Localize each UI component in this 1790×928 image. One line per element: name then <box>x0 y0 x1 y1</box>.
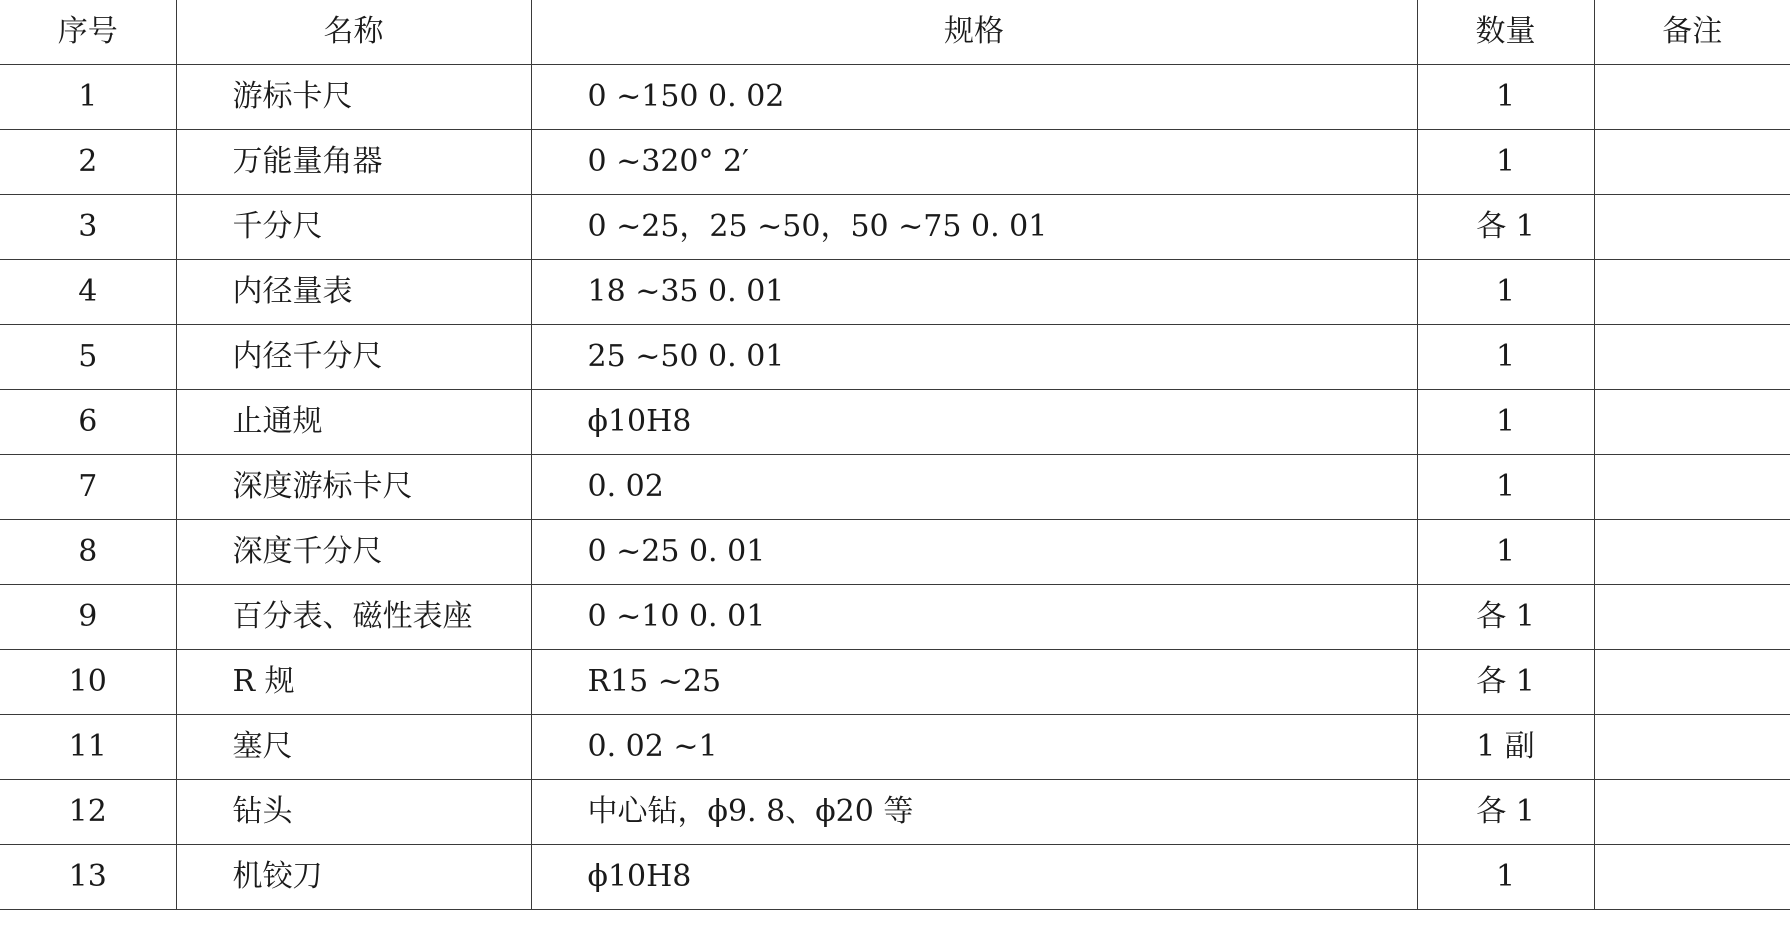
cell-qty: 1 <box>1417 65 1594 130</box>
cell-note <box>1594 390 1790 455</box>
cell-note <box>1594 65 1790 130</box>
cell-spec: 0 ~25，25 ~50，50 ~75 0. 01 <box>531 195 1417 260</box>
cell-spec: ϕ10H8 <box>531 845 1417 910</box>
table-row <box>0 455 1790 520</box>
cell-name: 百分表、磁性表座 <box>176 585 531 650</box>
cell-spec: 0. 02 ~1 <box>531 715 1417 780</box>
cell-spec: 18 ~35 0. 01 <box>531 260 1417 325</box>
header-no: 序号 <box>0 0 176 65</box>
table-row <box>0 390 1790 455</box>
table-header-row <box>0 0 1790 65</box>
table-row <box>0 715 1790 780</box>
cell-spec: R15 ~25 <box>531 650 1417 715</box>
cell-qty: 1 <box>1417 325 1594 390</box>
header-name: 名称 <box>176 0 531 65</box>
cell-spec: 0 ~10 0. 01 <box>531 585 1417 650</box>
cell-no: 7 <box>0 455 176 520</box>
cell-qty: 1 <box>1417 130 1594 195</box>
cell-no: 1 <box>0 65 176 130</box>
cell-qty: 1 <box>1417 455 1594 520</box>
cell-name: 内径量表 <box>176 260 531 325</box>
table-row <box>0 260 1790 325</box>
cell-note <box>1594 455 1790 520</box>
cell-no: 9 <box>0 585 176 650</box>
cell-name: 深度千分尺 <box>176 520 531 585</box>
cell-note <box>1594 780 1790 845</box>
cell-note <box>1594 650 1790 715</box>
cell-spec: 25 ~50 0. 01 <box>531 325 1417 390</box>
cell-qty: 各 1 <box>1417 585 1594 650</box>
cell-name: 塞尺 <box>176 715 531 780</box>
cell-no: 11 <box>0 715 176 780</box>
cell-note <box>1594 520 1790 585</box>
cell-qty: 1 <box>1417 260 1594 325</box>
cell-qty: 各 1 <box>1417 195 1594 260</box>
cell-qty: 各 1 <box>1417 650 1594 715</box>
cell-qty: 1 <box>1417 390 1594 455</box>
cell-no: 6 <box>0 390 176 455</box>
header-spec: 规格 <box>531 0 1417 65</box>
table-body <box>0 65 1790 910</box>
cell-no: 10 <box>0 650 176 715</box>
table-row <box>0 325 1790 390</box>
cell-note <box>1594 585 1790 650</box>
cell-qty: 1 <box>1417 520 1594 585</box>
cell-spec: 0 ~320° 2′ <box>531 130 1417 195</box>
cell-note <box>1594 130 1790 195</box>
cell-note <box>1594 715 1790 780</box>
table-row <box>0 650 1790 715</box>
cell-no: 5 <box>0 325 176 390</box>
cell-name: 止通规 <box>176 390 531 455</box>
cell-note <box>1594 845 1790 910</box>
cell-no: 13 <box>0 845 176 910</box>
cell-qty: 各 1 <box>1417 780 1594 845</box>
cell-no: 8 <box>0 520 176 585</box>
cell-name: R 规 <box>176 650 531 715</box>
cell-no: 12 <box>0 780 176 845</box>
cell-name: 机铰刀 <box>176 845 531 910</box>
cell-name: 千分尺 <box>176 195 531 260</box>
cell-no: 2 <box>0 130 176 195</box>
cell-spec: 0 ~25 0. 01 <box>531 520 1417 585</box>
cell-name: 钻头 <box>176 780 531 845</box>
cell-no: 3 <box>0 195 176 260</box>
table-row <box>0 585 1790 650</box>
header-note: 备注 <box>1594 0 1790 65</box>
table-row <box>0 130 1790 195</box>
cell-name: 游标卡尺 <box>176 65 531 130</box>
header-qty: 数量 <box>1417 0 1594 65</box>
cell-spec: 0 ~150 0. 02 <box>531 65 1417 130</box>
cell-spec: ϕ10H8 <box>531 390 1417 455</box>
cell-name: 内径千分尺 <box>176 325 531 390</box>
table-row <box>0 195 1790 260</box>
cell-no: 4 <box>0 260 176 325</box>
cell-qty: 1 副 <box>1417 715 1594 780</box>
cell-note <box>1594 325 1790 390</box>
cell-note <box>1594 195 1790 260</box>
cell-name: 深度游标卡尺 <box>176 455 531 520</box>
table-row <box>0 780 1790 845</box>
table-row <box>0 65 1790 130</box>
table-row <box>0 520 1790 585</box>
cell-spec: 0. 02 <box>531 455 1417 520</box>
cell-note <box>1594 260 1790 325</box>
cell-qty: 1 <box>1417 845 1594 910</box>
cell-name: 万能量角器 <box>176 130 531 195</box>
table-row <box>0 845 1790 910</box>
cell-spec: 中心钻，ϕ9. 8、ϕ20 等 <box>531 780 1417 845</box>
